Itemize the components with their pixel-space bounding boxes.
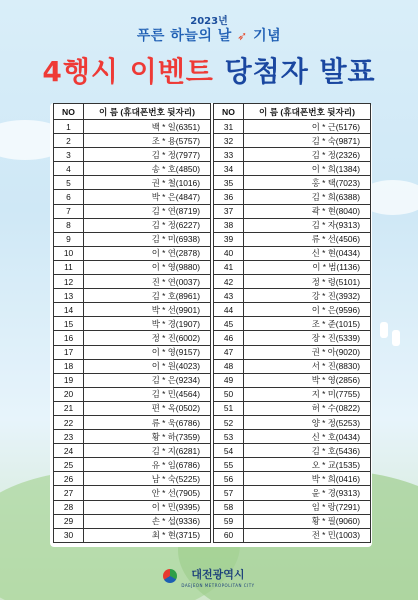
- table-body-left: [54, 120, 211, 543]
- table-row: [214, 317, 371, 331]
- table-row: [54, 317, 211, 331]
- winner-name: 남 * 숙(5225): [84, 472, 211, 486]
- table-row: [54, 444, 211, 458]
- person-decoration: [380, 322, 388, 338]
- table-row: [54, 260, 211, 274]
- row-number: 47: [214, 345, 244, 359]
- year-label: 2023년: [190, 16, 228, 27]
- row-number: 36: [214, 190, 244, 204]
- table-row: [54, 430, 211, 444]
- row-number: 28: [54, 500, 84, 514]
- column-header-name: 이 름 (휴대폰번호 뒷자리): [84, 104, 211, 120]
- table-row: [214, 514, 371, 528]
- winner-name: 김 * 숙(9871): [244, 134, 371, 148]
- row-number: 43: [214, 289, 244, 303]
- winner-name: 곽 * 현(8040): [244, 204, 371, 218]
- table-row: [214, 134, 371, 148]
- winner-name: 이 * 은(9596): [244, 303, 371, 317]
- row-number: 57: [214, 486, 244, 500]
- row-number: 22: [54, 415, 84, 429]
- row-number: 40: [214, 246, 244, 260]
- winner-name: 조 * 용(5757): [84, 134, 211, 148]
- row-number: 6: [54, 190, 84, 204]
- table-row: [54, 458, 211, 472]
- row-number: 21: [54, 401, 84, 415]
- table-row: [214, 204, 371, 218]
- row-number: 58: [214, 500, 244, 514]
- row-number: 60: [214, 528, 244, 542]
- row-number: 17: [54, 345, 84, 359]
- table-row: [214, 373, 371, 387]
- table-row: [214, 218, 371, 232]
- winners-table-right: [213, 103, 371, 543]
- org-subname: DAEJEON METROPOLITAN CITY: [181, 583, 255, 588]
- winner-name: 이 * 연(2878): [84, 246, 211, 260]
- row-number: 38: [214, 218, 244, 232]
- winner-name: 최 * 현(3715): [84, 528, 211, 542]
- winner-name: 이 * 희(1384): [244, 162, 371, 176]
- winners-card: [50, 103, 372, 547]
- winner-name: 박 * 선(9901): [84, 303, 211, 317]
- table-header-row: [54, 104, 211, 120]
- table-row: [214, 148, 371, 162]
- table-row: [214, 176, 371, 190]
- row-number: 29: [54, 514, 84, 528]
- table-row: [54, 345, 211, 359]
- winner-name: 윤 * 경(9313): [244, 486, 371, 500]
- row-number: 13: [54, 289, 84, 303]
- row-number: 41: [214, 260, 244, 274]
- winner-name: 김 * 정(2326): [244, 148, 371, 162]
- table-row: [54, 190, 211, 204]
- winner-name: 이 * 영(9880): [84, 260, 211, 274]
- winner-name: 강 * 진(3932): [244, 289, 371, 303]
- winner-name: 박 * 경(1907): [84, 317, 211, 331]
- winner-name: 송 * 호(4850): [84, 162, 211, 176]
- table-row: [54, 401, 211, 415]
- row-number: 45: [214, 317, 244, 331]
- winner-name: 황 * 필(9060): [244, 514, 371, 528]
- table-row: [54, 218, 211, 232]
- winner-name: 황 * 하(7359): [84, 430, 211, 444]
- row-number: 50: [214, 387, 244, 401]
- winner-name: 이 * 근(5176): [244, 120, 371, 134]
- winner-name: 김 * 희(6388): [244, 190, 371, 204]
- winner-name: 진 * 연(0037): [84, 275, 211, 289]
- row-number: 27: [54, 486, 84, 500]
- row-number: 8: [54, 218, 84, 232]
- winner-name: 류 * 욱(6786): [84, 415, 211, 429]
- winner-name: 류 * 선(4506): [244, 232, 371, 246]
- table-row: [214, 289, 371, 303]
- city-emblem-icon: [163, 569, 177, 583]
- table-row: [214, 331, 371, 345]
- row-number: 20: [54, 387, 84, 401]
- table-row: [54, 514, 211, 528]
- winner-name: 이 * 원(4023): [84, 359, 211, 373]
- title-winners: 당첨자 발표: [224, 55, 376, 88]
- row-number: 34: [214, 162, 244, 176]
- table-row: [54, 289, 211, 303]
- row-number: 11: [54, 260, 84, 274]
- row-number: 33: [214, 148, 244, 162]
- table-row: [214, 190, 371, 204]
- footer: [0, 563, 418, 588]
- org-name: 대전광역시: [191, 568, 245, 581]
- winner-name: 김 * 정(6227): [84, 218, 211, 232]
- winner-name: 임 * 랑(7291): [244, 500, 371, 514]
- row-number: 44: [214, 303, 244, 317]
- table-row: [54, 134, 211, 148]
- winner-name: 손 * 섭(9336): [84, 514, 211, 528]
- table-row: [54, 387, 211, 401]
- row-number: 9: [54, 232, 84, 246]
- row-number: 56: [214, 472, 244, 486]
- winner-name: 양 * 정(5253): [244, 415, 371, 429]
- table-row: [54, 204, 211, 218]
- winners-table-left: [53, 103, 211, 543]
- table-body-right: [214, 120, 371, 543]
- table-row: [214, 260, 371, 274]
- table-row: [214, 120, 371, 134]
- table-row: [214, 486, 371, 500]
- column-header-name: 이 름 (휴대폰번호 뒷자리): [244, 104, 371, 120]
- table-row: [214, 232, 371, 246]
- winner-name: 신 * 현(0434): [244, 246, 371, 260]
- winner-name: 김 * 호(5436): [244, 444, 371, 458]
- page-title: [0, 50, 418, 90]
- table-row: [54, 373, 211, 387]
- row-number: 48: [214, 359, 244, 373]
- row-number: 49: [214, 373, 244, 387]
- row-number: 12: [54, 275, 84, 289]
- winner-name: 안 * 선(7905): [84, 486, 211, 500]
- winner-name: 정 * 진(6002): [84, 331, 211, 345]
- row-number: 35: [214, 176, 244, 190]
- winner-name: 지 * 미(7755): [244, 387, 371, 401]
- table-row: [214, 162, 371, 176]
- row-number: 59: [214, 514, 244, 528]
- table-row: [214, 458, 371, 472]
- table-row: [54, 176, 211, 190]
- row-number: 7: [54, 204, 84, 218]
- table-row: [214, 415, 371, 429]
- table-row: [54, 120, 211, 134]
- column-header-no: NO: [214, 104, 244, 120]
- winner-name: 박 * 은(4847): [84, 190, 211, 204]
- table-row: [54, 528, 211, 542]
- winner-name: 오 * 교(1535): [244, 458, 371, 472]
- winner-name: 권 * 아(9020): [244, 345, 371, 359]
- row-number: 31: [214, 120, 244, 134]
- winner-name: 박 * 희(0416): [244, 472, 371, 486]
- row-number: 37: [214, 204, 244, 218]
- row-number: 3: [54, 148, 84, 162]
- table-row: [54, 500, 211, 514]
- winner-name: 김 * 지(6281): [84, 444, 211, 458]
- row-number: 30: [54, 528, 84, 542]
- paper-plane-icon: ➶: [237, 29, 248, 43]
- row-number: 26: [54, 472, 84, 486]
- winner-name: 김 * 미(6938): [84, 232, 211, 246]
- daejeon-logo: [163, 563, 254, 588]
- winner-name: 유 * 임(6786): [84, 458, 211, 472]
- person-decoration: [392, 330, 400, 346]
- winner-name: 이 * 민(9395): [84, 500, 211, 514]
- table-row: [54, 275, 211, 289]
- winner-name: 허 * 수(0822): [244, 401, 371, 415]
- subtitle-text: 푸른 하늘의 날: [136, 28, 232, 44]
- table-row: [54, 359, 211, 373]
- winner-name: 김 * 정(7977): [84, 148, 211, 162]
- winner-name: 이 * 범(1136): [244, 260, 371, 274]
- row-number: 4: [54, 162, 84, 176]
- row-number: 53: [214, 430, 244, 444]
- winner-name: 편 * 옥(0502): [84, 401, 211, 415]
- winner-name: 김 * 자(9313): [244, 218, 371, 232]
- table-row: [214, 345, 371, 359]
- row-number: 10: [54, 246, 84, 260]
- table-row: [214, 444, 371, 458]
- winner-name: 김 * 호(8961): [84, 289, 211, 303]
- table-row: [214, 401, 371, 415]
- row-number: 32: [214, 134, 244, 148]
- winner-name: 서 * 진(8830): [244, 359, 371, 373]
- title-event: 4행시 이벤트: [42, 55, 214, 88]
- winner-name: 조 * 준(1015): [244, 317, 371, 331]
- table-row: [54, 415, 211, 429]
- table-row: [214, 528, 371, 542]
- table-row: [214, 359, 371, 373]
- table-row: [54, 148, 211, 162]
- table-row: [214, 500, 371, 514]
- row-number: 42: [214, 275, 244, 289]
- winner-name: 홍 * 택(7023): [244, 176, 371, 190]
- table-row: [54, 246, 211, 260]
- row-number: 46: [214, 331, 244, 345]
- row-number: 19: [54, 373, 84, 387]
- row-number: 23: [54, 430, 84, 444]
- subtitle: [0, 25, 418, 45]
- table-row: [214, 472, 371, 486]
- table-row: [54, 331, 211, 345]
- winner-name: 권 * 철(1016): [84, 176, 211, 190]
- table-row: [54, 472, 211, 486]
- winner-name: 김 * 은(9234): [84, 373, 211, 387]
- table-header-row: [214, 104, 371, 120]
- table-row: [214, 303, 371, 317]
- row-number: 54: [214, 444, 244, 458]
- row-number: 15: [54, 317, 84, 331]
- winner-name: 백 * 일(6351): [84, 120, 211, 134]
- header: [0, 0, 418, 100]
- column-header-no: NO: [54, 104, 84, 120]
- table-row: [54, 486, 211, 500]
- row-number: 39: [214, 232, 244, 246]
- row-number: 2: [54, 134, 84, 148]
- row-number: 52: [214, 415, 244, 429]
- table-row: [214, 275, 371, 289]
- row-number: 55: [214, 458, 244, 472]
- table-row: [54, 232, 211, 246]
- winner-name: 장 * 진(5339): [244, 331, 371, 345]
- table-row: [214, 246, 371, 260]
- winner-name: 전 * 민(1003): [244, 528, 371, 542]
- row-number: 5: [54, 176, 84, 190]
- row-number: 24: [54, 444, 84, 458]
- table-row: [214, 430, 371, 444]
- winner-name: 박 * 영(2856): [244, 373, 371, 387]
- winner-name: 김 * 연(8719): [84, 204, 211, 218]
- row-number: 1: [54, 120, 84, 134]
- winner-name: 이 * 영(9157): [84, 345, 211, 359]
- winner-name: 김 * 민(4564): [84, 387, 211, 401]
- row-number: 16: [54, 331, 84, 345]
- winner-name: 신 * 호(0434): [244, 430, 371, 444]
- row-number: 25: [54, 458, 84, 472]
- table-row: [54, 303, 211, 317]
- row-number: 14: [54, 303, 84, 317]
- row-number: 18: [54, 359, 84, 373]
- row-number: 51: [214, 401, 244, 415]
- subtitle-suffix: 기념: [253, 28, 282, 44]
- winner-name: 정 * 령(5101): [244, 275, 371, 289]
- table-row: [54, 162, 211, 176]
- table-row: [214, 387, 371, 401]
